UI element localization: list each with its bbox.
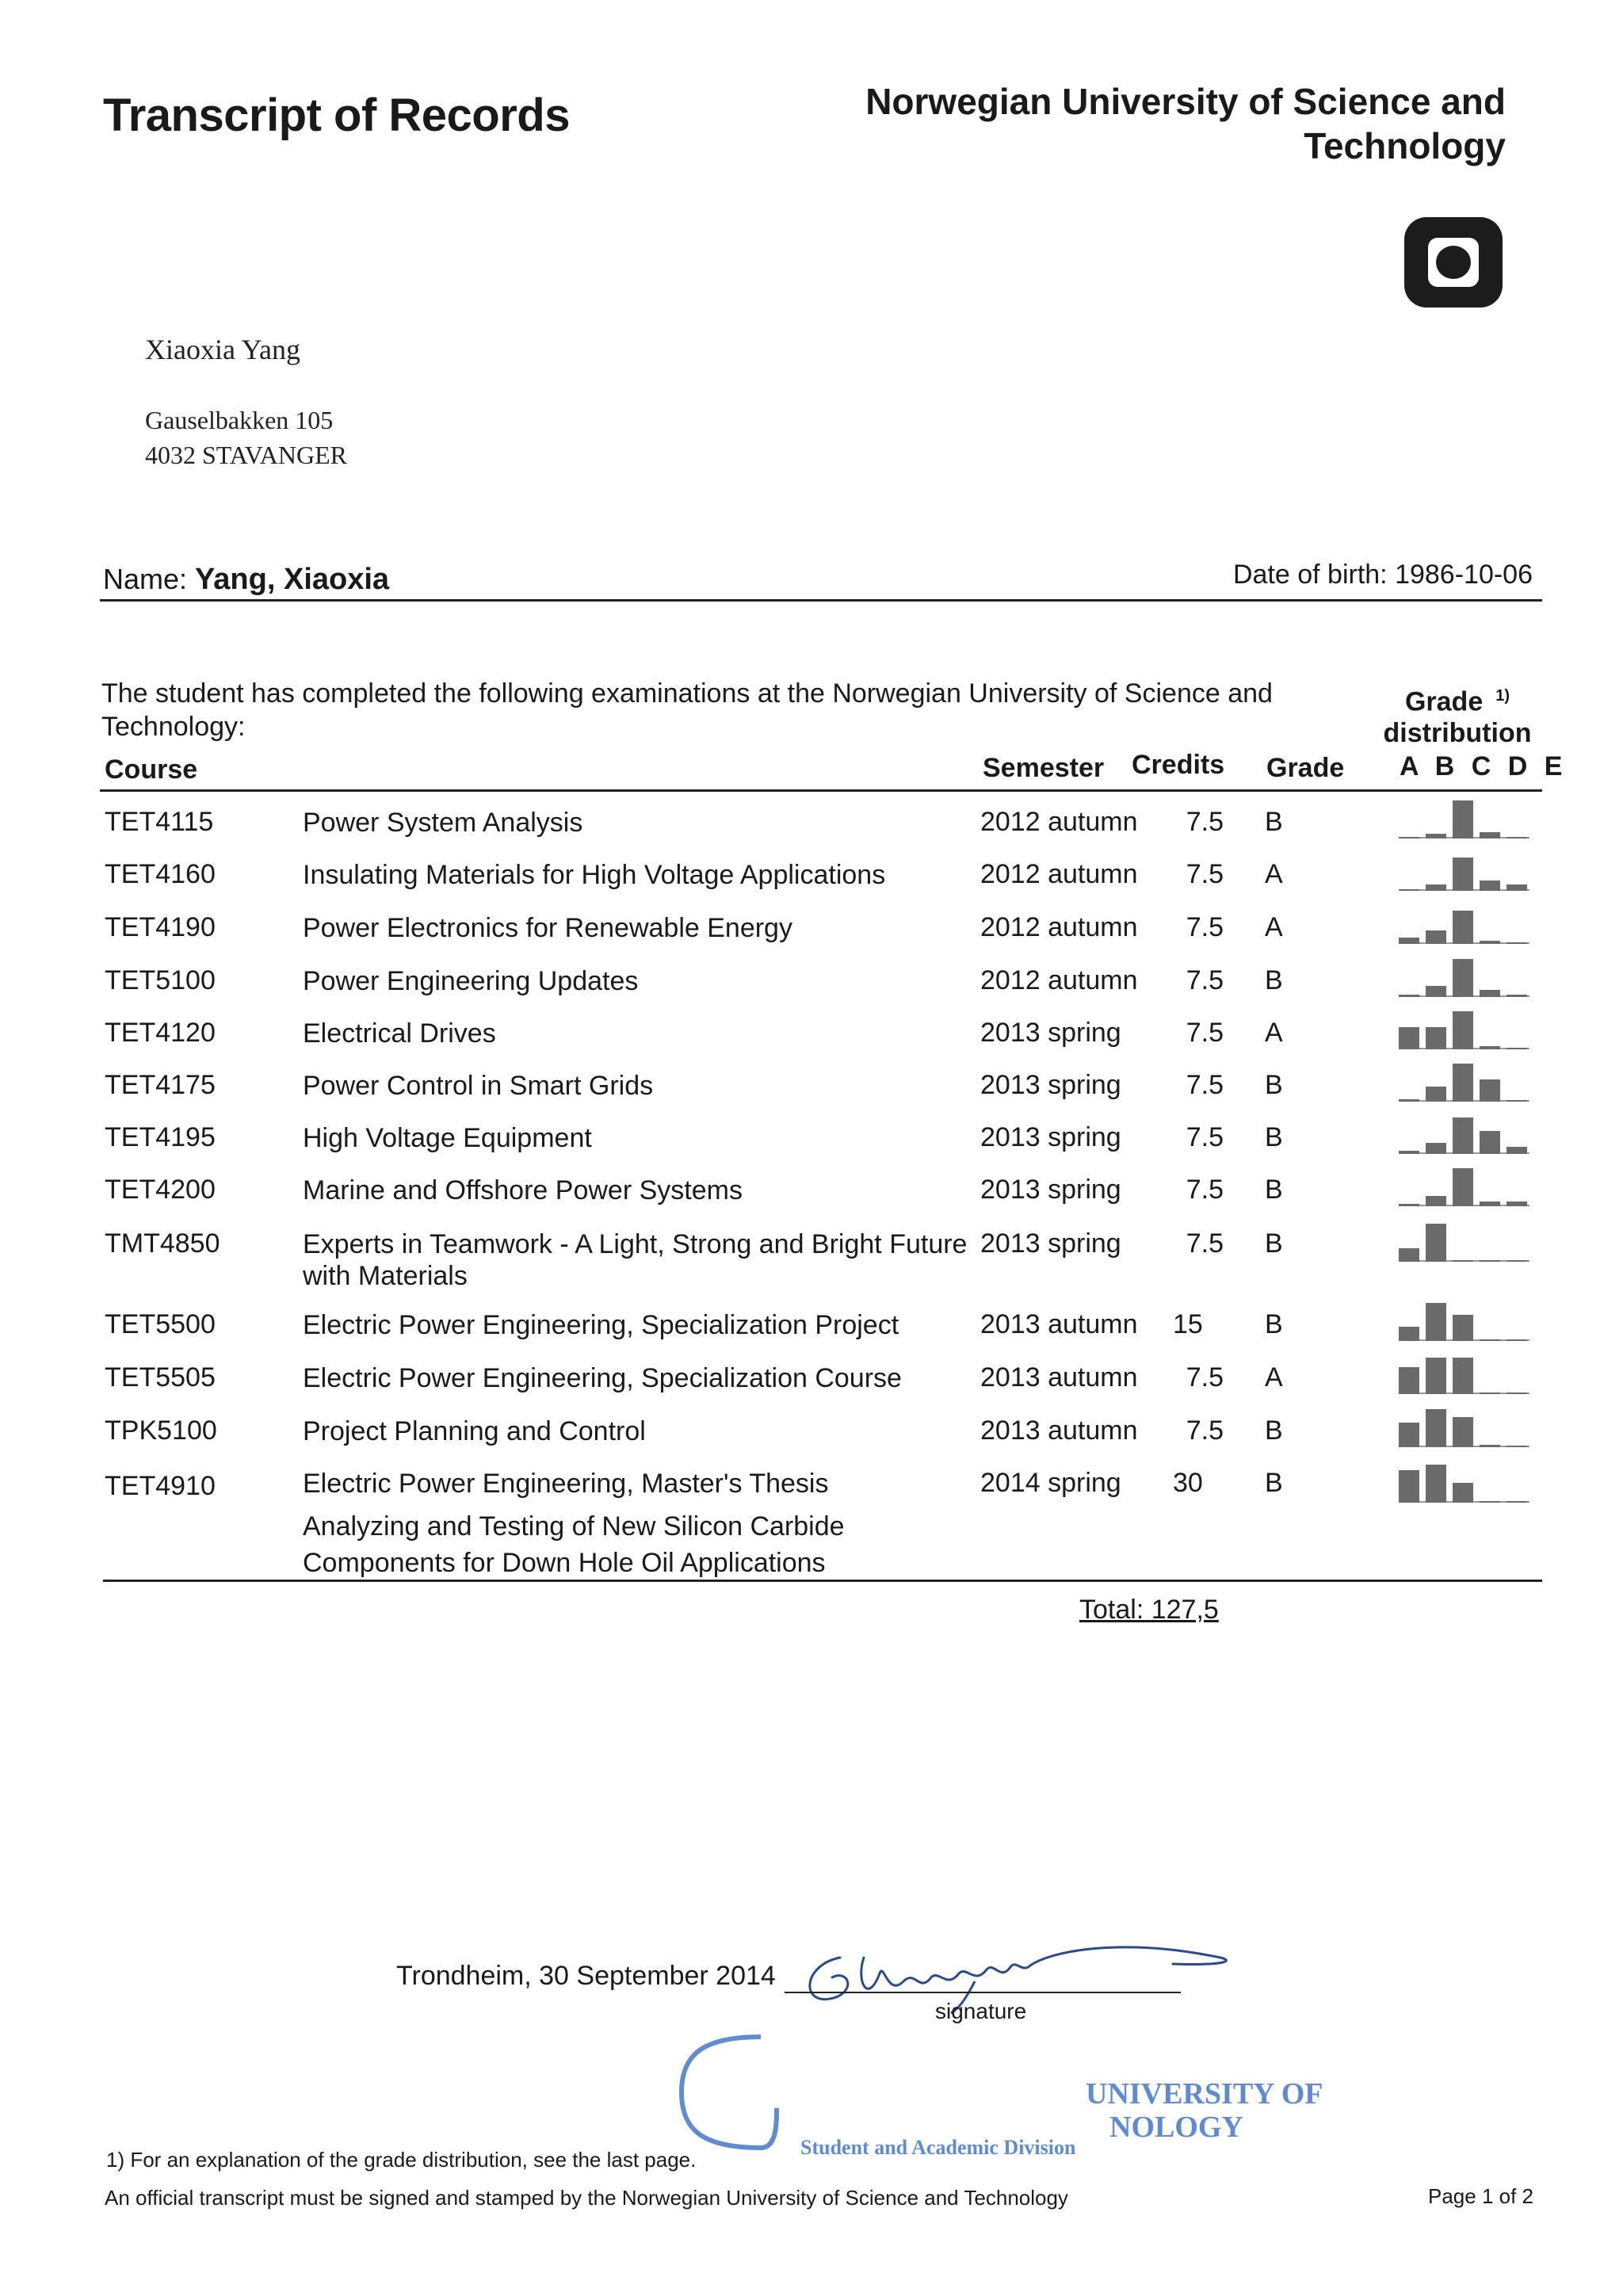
course-credits: 30: [1173, 1468, 1203, 1498]
grade-distribution-title2: distribution: [1383, 718, 1532, 749]
intro-line1: The student has completed the following examinations at the Norwegian University of Science and: [101, 678, 1273, 709]
course-semester: 2012 autumn: [980, 965, 1138, 995]
grade-bar-e: [1507, 1260, 1527, 1262]
course-grade: A: [1265, 912, 1283, 942]
course-credits: 7.5: [1186, 1415, 1224, 1446]
footnote: 1) For an explanation of the grade distribution, see the last page.: [106, 2148, 697, 2172]
grade-bar-b: [1426, 1465, 1446, 1503]
course-name: Experts in Teamwork - A Light, Strong and Bright Future with Materials: [303, 1229, 968, 1291]
divider-top: [100, 599, 1542, 602]
course-credits: 7.5: [1186, 1175, 1224, 1205]
grade-distribution-chart: [1399, 1114, 1533, 1154]
course-code: TET4120: [105, 1018, 216, 1048]
grade-bar-a: [1399, 1151, 1419, 1154]
grade-bar-c: [1453, 1011, 1473, 1049]
course-grade: B: [1265, 965, 1283, 995]
address-street: Gauselbakken 105: [145, 406, 334, 434]
course-name: Project Planning and Control: [303, 1416, 646, 1446]
grade-bar-b: [1426, 1143, 1446, 1154]
course-credits: 7.5: [1186, 1018, 1224, 1048]
grade-bar-e: [1507, 1501, 1527, 1503]
official-notice: An official transcript must be signed and stamped by the Norwegian University of Science and Technology: [105, 2186, 1068, 2210]
grade-distribution-chart: [1399, 851, 1533, 891]
grade-bar-c: [1453, 1168, 1473, 1206]
grade-bar-c: [1453, 858, 1473, 891]
grade-bar-b: [1426, 986, 1446, 997]
grade-bar-a: [1399, 1204, 1419, 1206]
course-semester: 2013 autumn: [980, 1415, 1138, 1446]
course-credits: 7.5: [1186, 1070, 1224, 1100]
grade-bar-a: [1399, 837, 1419, 839]
grade-bar-a: [1399, 1027, 1419, 1049]
grade-bar-c: [1453, 1117, 1473, 1154]
grade-distribution-chart: [1399, 1222, 1533, 1262]
grade-distribution-heading: [1374, 680, 1541, 749]
grade-bar-b: [1426, 1196, 1446, 1206]
header-grade-letters: A B C D E: [1400, 751, 1568, 781]
course-name: Insulating Materials for High Voltage Applications: [303, 860, 886, 890]
course-credits: 7.5: [1186, 912, 1224, 942]
course-grade: B: [1265, 1175, 1283, 1205]
logo-dot: [1436, 246, 1471, 279]
course-grade: B: [1265, 1228, 1283, 1259]
grade-bar-a: [1399, 1470, 1419, 1503]
grade-bar-e: [1507, 1147, 1527, 1154]
page-number: Page 1 of 2: [1428, 2184, 1533, 2208]
stamp-text-3: Student and Academic Division: [800, 2136, 1076, 2159]
grade-distribution-chart: [1399, 1301, 1533, 1341]
course-credits: 7.5: [1186, 965, 1224, 995]
grade-distribution-chart: [1399, 957, 1533, 997]
grade-bar-e: [1507, 942, 1527, 944]
course-semester: 2014 spring: [980, 1468, 1121, 1498]
header-grade: Grade: [1266, 753, 1345, 783]
grade-bar-e: [1507, 1201, 1527, 1206]
course-name: Power Electronics for Renewable Energy: [303, 913, 792, 943]
document-title: Transcript of Records: [103, 90, 570, 141]
grade-bar-e: [1507, 1392, 1527, 1394]
university-stamp: [674, 2029, 1323, 2164]
address-city: 4032 STAVANGER: [145, 441, 347, 469]
grade-bar-c: [1453, 1315, 1473, 1341]
course-code: TET4175: [105, 1070, 216, 1100]
address-name: Xiaoxia Yang: [145, 334, 300, 365]
grade-bar-e: [1507, 884, 1527, 891]
course-grade: A: [1265, 1018, 1283, 1048]
course-grade: A: [1265, 1362, 1283, 1392]
course-name: Power System Analysis: [303, 808, 583, 838]
header-course: Course: [105, 755, 198, 785]
course-grade: B: [1265, 807, 1283, 837]
grade-distribution-title1: Grade: [1404, 686, 1484, 717]
course-semester: 2013 spring: [980, 1018, 1121, 1048]
course-credits: 7.5: [1186, 1362, 1224, 1392]
dob-value: 1986-10-06: [1395, 560, 1533, 590]
grade-bar-d: [1480, 990, 1500, 997]
grade-bar-d: [1480, 941, 1500, 944]
grade-bar-c: [1453, 959, 1473, 997]
course-credits: 7.5: [1186, 1228, 1224, 1259]
grade-bar-b: [1426, 1087, 1446, 1102]
university-name-line1: Norwegian University of Science and: [865, 81, 1506, 122]
grade-bar-e: [1507, 1446, 1527, 1447]
grade-bar-c: [1453, 1358, 1473, 1394]
grade-bar-c: [1453, 1260, 1473, 1262]
grade-distribution-chart: [1399, 1408, 1533, 1447]
grade-bar-e: [1507, 995, 1527, 997]
course-name: Power Engineering Updates: [303, 966, 639, 996]
course-semester: 2012 autumn: [980, 807, 1138, 837]
course-semester: 2013 autumn: [980, 1362, 1138, 1392]
grade-bar-a: [1399, 1423, 1419, 1447]
grade-bar-c: [1453, 1064, 1473, 1102]
course-credits: 15: [1173, 1309, 1203, 1339]
course-name: Electric Power Engineering, Specialization Course: [303, 1363, 902, 1393]
thesis-title-line2: Components for Down Hole Oil Applications: [303, 1548, 826, 1578]
grade-bar-b: [1426, 1224, 1446, 1262]
place-date: Trondheim, 30 September 2014: [396, 1961, 776, 1991]
grade-bar-a: [1399, 1367, 1419, 1394]
course-name: Electric Power Engineering, Master's Thesis: [303, 1469, 829, 1499]
course-credits: 7.5: [1186, 859, 1224, 889]
grade-distribution-chart: [1399, 904, 1533, 944]
university-name-line2: Technology: [1304, 125, 1506, 166]
dob-label: Date of birth:: [1232, 560, 1388, 590]
grade-bar-d: [1480, 1445, 1500, 1447]
grade-bar-d: [1480, 1079, 1500, 1102]
grade-bar-d: [1480, 1501, 1500, 1503]
course-code: TET4160: [105, 859, 216, 889]
course-code: TET4115: [105, 807, 214, 837]
course-name: Marine and Offshore Power Systems: [303, 1175, 743, 1205]
grade-distribution-chart: [1399, 799, 1533, 839]
course-semester: 2012 autumn: [980, 859, 1138, 889]
date-of-birth-row: [1233, 560, 1533, 590]
course-credits: 7.5: [1186, 807, 1224, 837]
grade-distribution-chart: [1399, 1010, 1533, 1049]
grade-bar-b: [1426, 1027, 1446, 1049]
grade-bar-d: [1480, 1201, 1500, 1206]
grade-bar-b: [1426, 1358, 1446, 1394]
course-semester: 2012 autumn: [980, 912, 1138, 942]
course-name: High Voltage Equipment: [303, 1123, 592, 1153]
student-name-value: Yang, Xiaoxia: [195, 563, 390, 596]
student-name-label: Name:: [103, 563, 188, 595]
ntnu-logo-icon: [1404, 217, 1503, 308]
grade-bar-c: [1453, 1483, 1473, 1503]
course-grade: B: [1265, 1309, 1283, 1339]
grade-bar-d: [1480, 881, 1500, 891]
divider-bottom: [103, 1580, 1542, 1582]
course-semester: 2013 autumn: [980, 1309, 1138, 1339]
intro-text: [101, 677, 1306, 743]
grade-bar-a: [1399, 889, 1419, 891]
thesis-title-line1: Analyzing and Testing of New Silicon Carbide: [303, 1511, 845, 1541]
course-code: TET4910: [105, 1471, 216, 1501]
grade-bar-d: [1480, 1260, 1500, 1262]
course-grade: B: [1265, 1415, 1283, 1446]
grade-bar-a: [1399, 995, 1419, 997]
course-grade: B: [1265, 1070, 1283, 1100]
grade-bar-b: [1426, 834, 1446, 839]
grade-bar-b: [1426, 930, 1446, 944]
course-code: TET4195: [105, 1122, 216, 1152]
grade-distribution-footnote: 1): [1495, 687, 1510, 705]
grade-bar-a: [1399, 1248, 1419, 1262]
grade-bar-d: [1480, 1131, 1500, 1154]
signature-line: [785, 1992, 1181, 1993]
grade-bar-b: [1426, 1409, 1446, 1447]
course-code: TET4190: [105, 912, 216, 942]
course-code: TPK5100: [105, 1415, 217, 1446]
course-code: TMT4850: [105, 1228, 220, 1259]
grade-distribution-chart: [1399, 1062, 1533, 1102]
grade-distribution-chart: [1399, 1463, 1533, 1503]
course-semester: 2013 spring: [980, 1175, 1121, 1205]
course-code: TET5100: [105, 965, 216, 995]
grade-bar-b: [1426, 884, 1446, 891]
grade-bar-d: [1480, 1339, 1500, 1341]
grade-bar-a: [1399, 1099, 1419, 1102]
grade-bar-a: [1399, 938, 1419, 944]
grade-bar-b: [1426, 1303, 1446, 1341]
course-name: Electric Power Engineering, Specialization Project: [303, 1310, 899, 1340]
grade-bar-e: [1507, 837, 1527, 839]
student-name-row: [103, 563, 389, 597]
grade-bar-d: [1480, 1046, 1500, 1049]
course-credits: 7.5: [1186, 1122, 1224, 1152]
course-grade: B: [1265, 1122, 1283, 1152]
intro-line2: Technology:: [101, 712, 246, 742]
course-name: Power Control in Smart Grids: [303, 1071, 654, 1101]
course-grade: B: [1265, 1468, 1283, 1498]
header-semester: Semester: [983, 753, 1105, 783]
course-grade: A: [1265, 859, 1283, 889]
course-code: TET4200: [105, 1175, 216, 1205]
course-code: TET5500: [105, 1309, 216, 1339]
grade-distribution-chart: [1399, 1354, 1533, 1394]
header-credits: Credits: [1132, 750, 1225, 780]
grade-bar-c: [1453, 800, 1473, 839]
course-name: Electrical Drives: [303, 1018, 496, 1049]
grade-bar-e: [1507, 1048, 1527, 1049]
grade-bar-e: [1507, 1339, 1527, 1341]
total-credits: Total: 127,5: [1079, 1595, 1219, 1625]
grade-bar-a: [1399, 1327, 1419, 1341]
grade-bar-d: [1480, 1392, 1500, 1394]
grade-bar-d: [1480, 832, 1500, 839]
grade-bar-e: [1507, 1100, 1527, 1102]
grade-bar-c: [1453, 911, 1473, 944]
grade-distribution-chart: [1399, 1167, 1533, 1206]
divider-header: [100, 789, 1542, 792]
stamp-text-2: NOLOGY: [1109, 2111, 1243, 2144]
signature-label: signature: [935, 1999, 1027, 2023]
university-name: [713, 79, 1506, 168]
course-code: TET5505: [105, 1362, 216, 1392]
course-semester: 2013 spring: [980, 1228, 1121, 1259]
grade-bar-c: [1453, 1417, 1473, 1447]
course-semester: 2013 spring: [980, 1122, 1121, 1152]
course-semester: 2013 spring: [980, 1070, 1121, 1100]
stamp-text-1: UNIVERSITY OF: [1086, 2077, 1323, 2111]
